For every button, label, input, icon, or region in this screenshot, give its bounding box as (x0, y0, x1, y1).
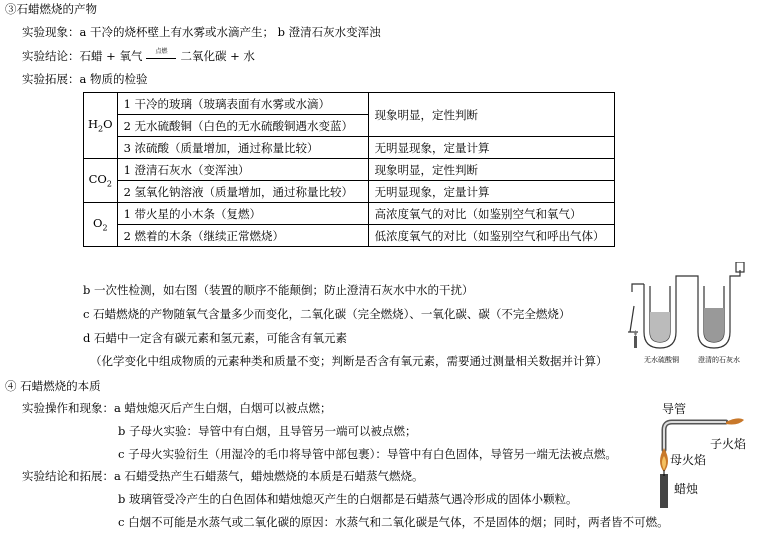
operation-a: 实验操作和现象：a 蜡烛熄灭后产生白烟，白烟可以被点燃； (22, 401, 332, 415)
substance-test-table (83, 92, 615, 247)
result-cell: 现象明显，定性判断 (368, 159, 614, 181)
table-row (84, 225, 615, 247)
label-anhydrous-copper-sulfate: 无水硫酸铜 (644, 356, 679, 364)
method-cell: 2 无水硫酸铜（白色的无水硫酸铜遇水变蓝） (117, 115, 368, 137)
label-child-flame: 子火焰 (710, 437, 747, 451)
method-cell: 1 带火星的小木条（复燃） (117, 203, 368, 225)
operation-c: c 子母火实验衍生（用湿冷的毛巾将导管中部包裹）：导管中有白色固体，导管另一端无法被点燃。 (118, 447, 617, 461)
u-tube-apparatus-figure (628, 262, 754, 367)
substance-cell: $CO_2$ (84, 159, 118, 203)
table-row (84, 137, 615, 159)
conclusion-b: b 玻璃管受冷产生的白色固体和蜡烛熄灭产生的白烟都是石蜡蒸气遇冷形成的固体小颗粒。 (118, 492, 578, 506)
note-b: b 一次性检测，如右图（装置的顺序不能颠倒；防止澄清石灰水中水的干扰） (83, 283, 474, 297)
result-cell: 低浓度氧气的对比（如鉴别空气和呼出气体） (368, 225, 614, 247)
label-candle: 蜡烛 (674, 482, 699, 496)
experiment-conclusion (22, 48, 255, 64)
note-c: c 石蜡燃烧的产物随氧气含量多少而变化，二氧化碳（完全燃烧）、一氧化碳、碳（不完全燃烧） (83, 307, 571, 321)
method-cell: 1 澄清石灰水（变浑浊） (117, 159, 368, 181)
result-cell: 高浓度氧气的对比（如鉴别空气和氧气） (368, 203, 614, 225)
reaction-condition: 点燃 (155, 48, 168, 55)
table-row (84, 159, 615, 181)
label-limewater: 澄清的石灰水 (698, 356, 740, 364)
substance-cell: $H_2O$ (84, 93, 118, 159)
result-cell: 无明显现象，定量计算 (368, 181, 614, 203)
result-cell: 无明显现象，定量计算 (368, 137, 614, 159)
table-row (84, 181, 615, 203)
result-cell: 现象明显，定性判断 (368, 93, 614, 137)
conclusion-a: 实验结论和拓展：a 石蜡受热产生石蜡蒸气，蜡烛燃烧的本质是石蜡蒸气燃烧。 (22, 469, 424, 483)
section3-title: ③石蜡燃烧的产物 (5, 2, 97, 16)
substance-cell: $O_2$ (84, 203, 118, 247)
operation-b: b 子母火实验：导管中有白烟，且导管另一端可以被点燃； (118, 424, 417, 438)
note-d-explanation: （化学变化中组成物质的元素种类和质量不变；判断是否含有氧元素，需要通过测量相关数据并计算） (90, 354, 608, 368)
method-cell: 2 燃着的木条（继续正常燃烧） (117, 225, 368, 247)
experiment-extension: 实验拓展：a 物质的检验 (22, 72, 148, 86)
note-d: d 石蜡中一定含有碳元素和氢元素，可能含有氧元素 (83, 331, 348, 345)
label-mother-flame: 母火焰 (670, 453, 707, 467)
table-row (84, 203, 615, 225)
table-row (84, 93, 615, 115)
conclusion-reactants: 实验结论：石蜡 + 氧气 (22, 49, 143, 63)
method-cell: 2 氢氧化钠溶液（质量增加，通过称量比较） (117, 181, 368, 203)
conclusion-products: 二氧化碳 + 水 (180, 49, 255, 63)
child-mother-flame-figure (640, 400, 755, 510)
conclusion-c: c 白烟不可能是水蒸气或二氧化碳的原因：水蒸气和二氧化碳是气体，不是固体的烟；同时，两者皆不可燃。 (118, 515, 669, 529)
label-tube: 导管 (662, 402, 687, 416)
method-cell: 3 浓硫酸（质量增加，通过称量比较） (117, 137, 368, 159)
method-cell: 1 干冷的玻璃（玻璃表面有水雾或水滴） (117, 93, 368, 115)
reaction-arrow (146, 48, 176, 62)
section4-title: ④ 石蜡燃烧的本质 (5, 379, 101, 393)
experiment-phenomenon: 实验现象：a 干冷的烧杯壁上有水雾或水滴产生； b 澄清石灰水变浑浊 (22, 25, 381, 39)
